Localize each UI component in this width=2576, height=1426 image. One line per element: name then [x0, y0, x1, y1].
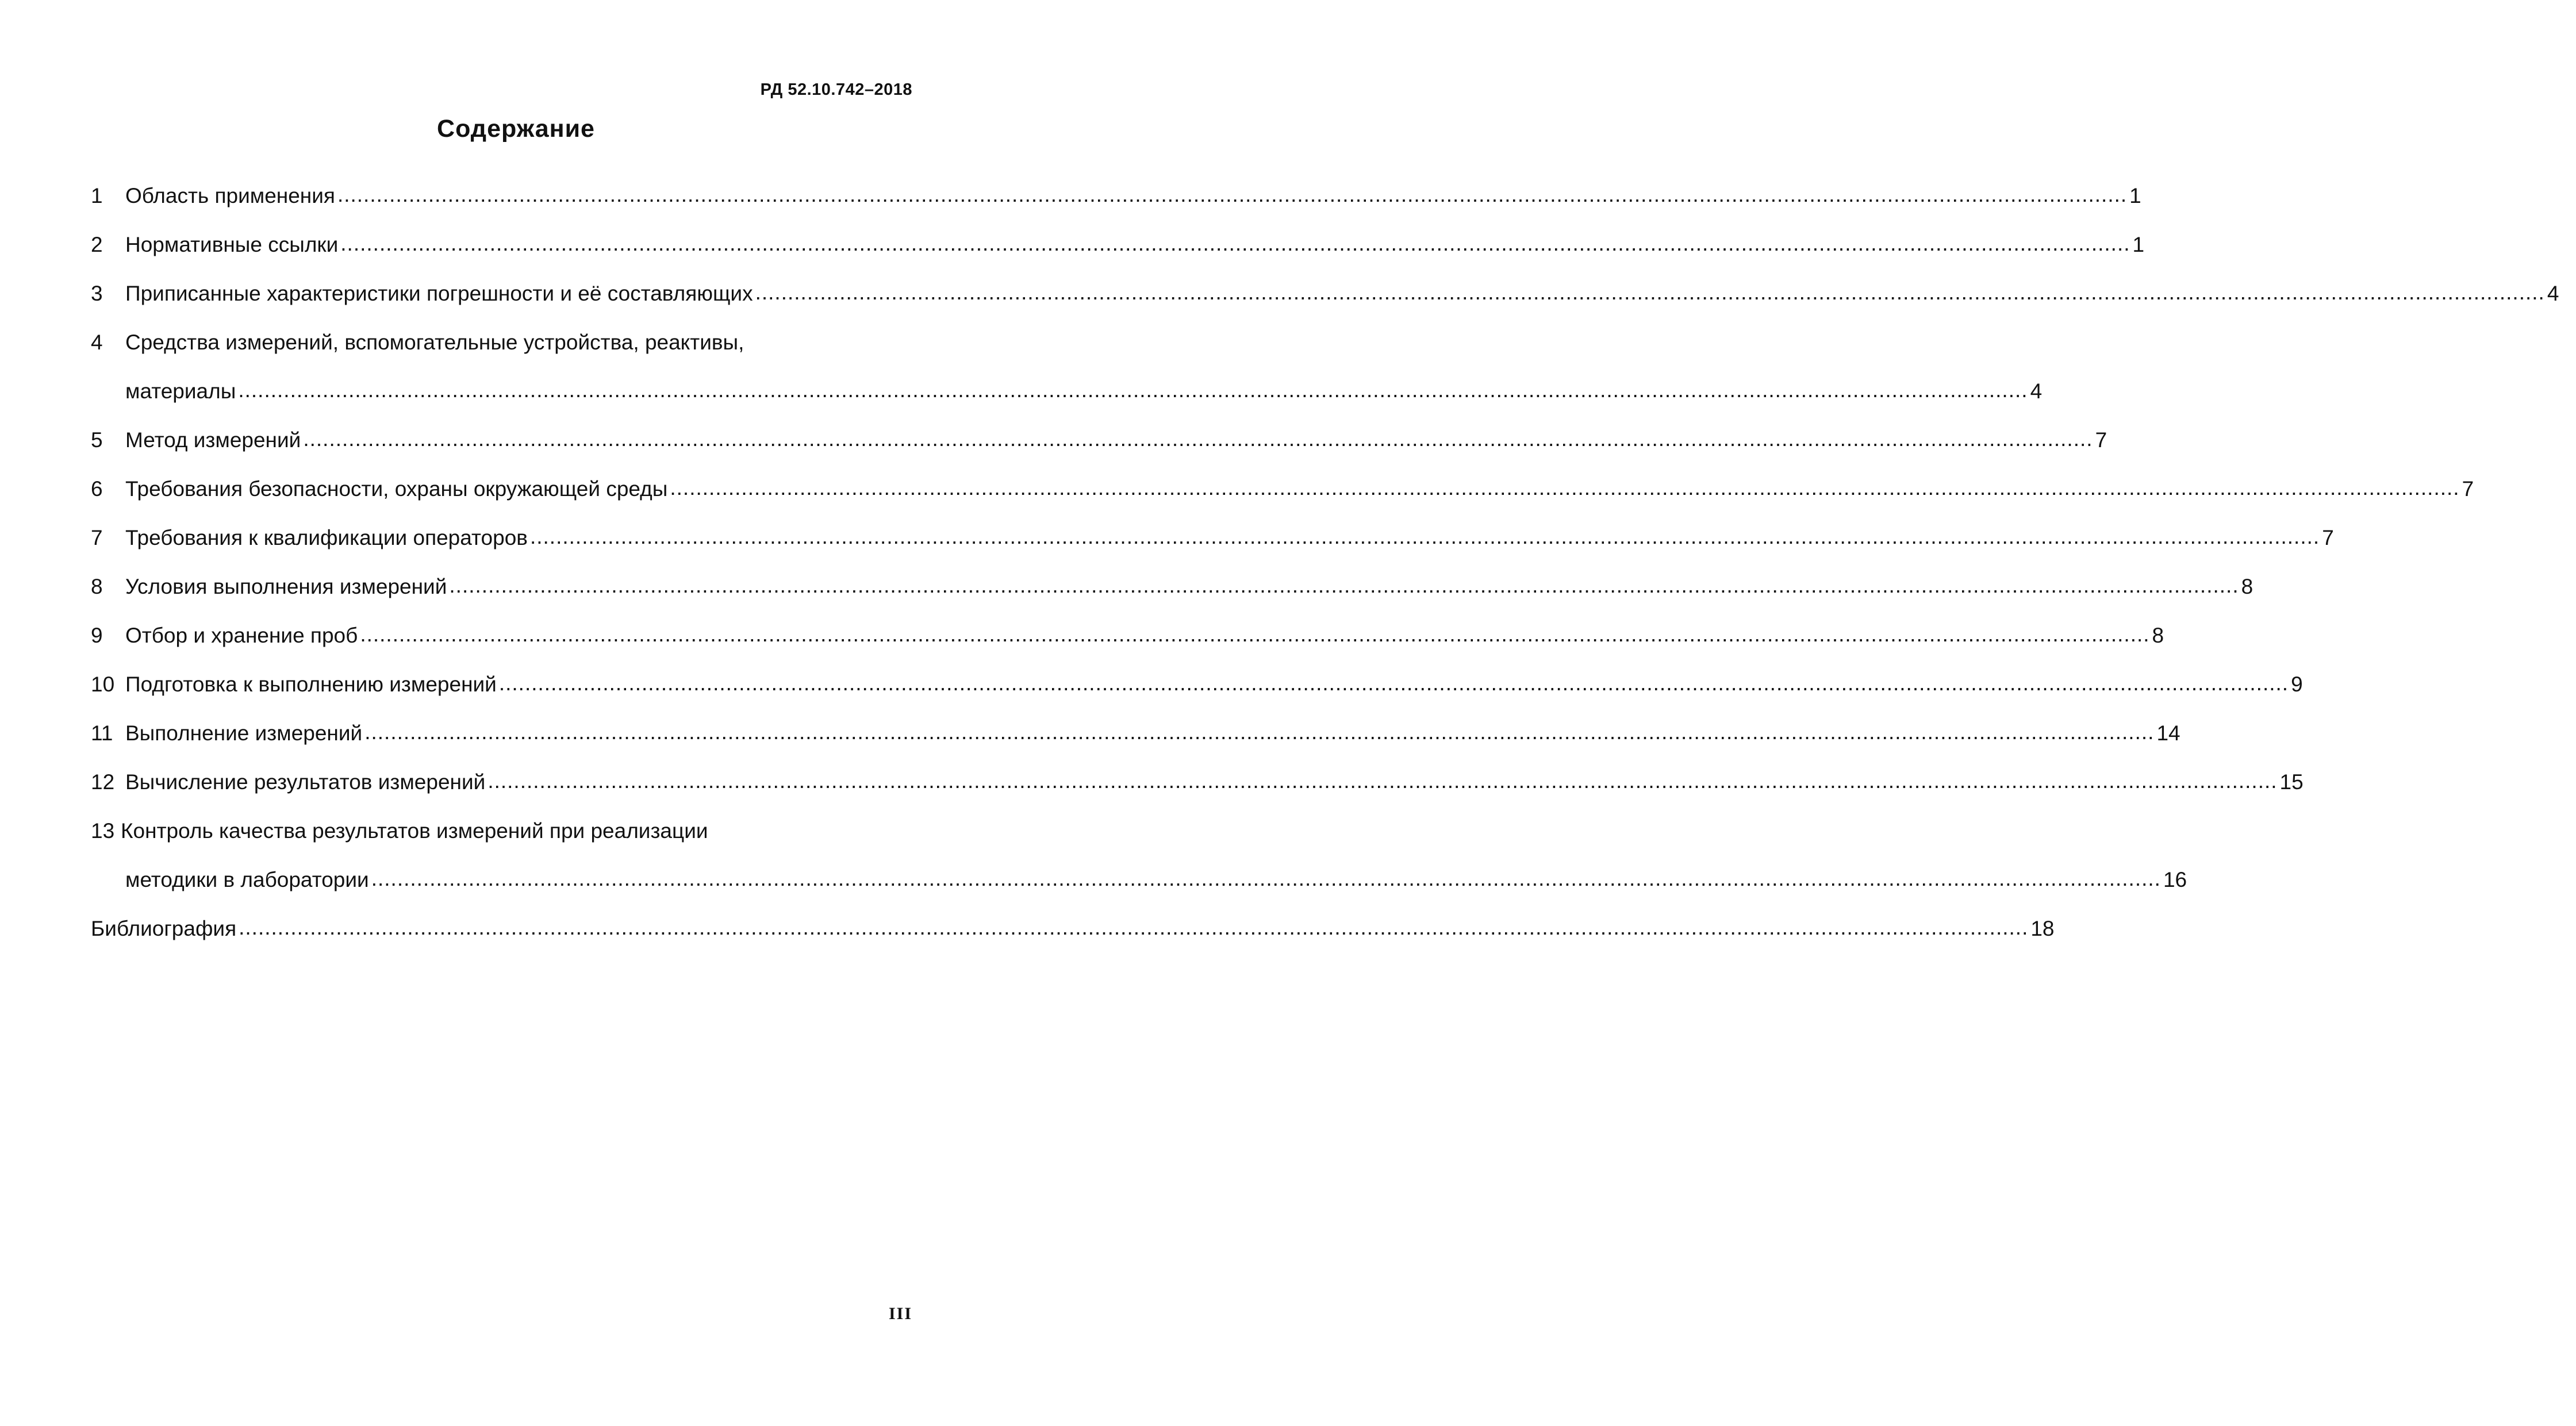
toc-leader-dots: [371, 854, 2161, 903]
toc-entry[interactable]: [91, 464, 2474, 513]
toc-entry-title: Требования к квалификации операторов: [125, 526, 528, 549]
toc-entry-page: 7: [2462, 477, 2474, 501]
toc-entry-number: 4: [91, 330, 103, 354]
toc-leader-dots: [340, 219, 2130, 268]
toc-leader-dots: [360, 610, 2149, 659]
toc-entry-number: 1: [91, 184, 103, 207]
toc-entry-number: 5: [91, 428, 103, 452]
toc-entry-page: 7: [2322, 526, 2334, 549]
table-of-contents: [91, 171, 2559, 953]
toc-entry-title: Приписанные характеристики погрешности и её составляющих: [125, 282, 753, 305]
toc-entry-title: Метод измерений: [125, 428, 301, 452]
toc-entry-number: 10: [91, 672, 115, 696]
toc-entry-title: Библиография: [91, 917, 237, 940]
toc-entry-title: Область применения: [125, 184, 335, 207]
toc-entry-title: Контроль качества результатов измерений при реализации: [121, 819, 708, 843]
toc-entry[interactable]: [91, 513, 2334, 562]
toc-entry-bibliography[interactable]: [91, 904, 2055, 953]
toc-leader-dots: [239, 903, 2028, 952]
toc-entry[interactable]: [91, 806, 2187, 904]
toc-leader-dots: [670, 463, 2459, 512]
toc-leader-dots: [487, 756, 2277, 805]
toc-entry[interactable]: [91, 416, 2107, 464]
toc-entry-number: 12: [91, 770, 115, 794]
toc-entry-number: 13: [91, 819, 115, 843]
toc-entry-page: 9: [2291, 672, 2303, 696]
toc-entry-page: 8: [2241, 575, 2253, 598]
toc-entry[interactable]: [91, 269, 2559, 318]
toc-entry-page: 8: [2152, 624, 2164, 647]
toc-leader-dots: [238, 366, 2028, 414]
toc-entry[interactable]: [91, 318, 2043, 416]
toc-leader-dots: [303, 414, 2093, 463]
toc-entry-page: 18: [2030, 917, 2055, 940]
toc-entry-title: Требования безопасности, охраны окружающей среды: [125, 477, 668, 501]
toc-entry-title: Нормативные ссылки: [125, 233, 339, 256]
toc-entry[interactable]: [91, 611, 2164, 660]
toc-leader-dots: [755, 268, 2545, 317]
toc-entry-title-continued: методики в лаборатории: [125, 868, 369, 891]
toc-entry-title: Вычисление результатов измерений: [125, 770, 486, 794]
toc-entry-title: Отбор и хранение проб: [125, 624, 358, 647]
toc-entry-number: 7: [91, 526, 103, 549]
toc-entry-number: 3: [91, 282, 103, 305]
toc-entry-title: Выполнение измерений: [125, 721, 363, 745]
toc-leader-dots: [530, 512, 2320, 561]
toc-entry[interactable]: [91, 758, 2304, 806]
toc-entry-number: 11: [91, 721, 113, 745]
toc-entry-page: 1: [2132, 233, 2145, 256]
toc-leader-dots: [364, 708, 2154, 756]
toc-entry-page: 15: [2279, 770, 2304, 794]
toc-entry[interactable]: [91, 171, 2141, 220]
toc-entry[interactable]: [91, 562, 2253, 611]
document-code: РД 52.10.742–2018: [760, 80, 912, 99]
toc-entry[interactable]: [91, 220, 2145, 269]
toc-entry-page: 14: [2156, 721, 2180, 745]
toc-entry-title: Подготовка к выполнению измерений: [125, 672, 497, 696]
toc-entry-page: 4: [2030, 379, 2043, 403]
toc-entry-title-continued: материалы: [125, 379, 236, 403]
toc-entry-page: 16: [2163, 868, 2187, 891]
toc-leader-dots: [337, 170, 2127, 219]
page-number: III: [888, 1304, 912, 1323]
toc-entry-title: Условия выполнения измерений: [125, 575, 447, 598]
toc-entry-number: 9: [91, 624, 103, 647]
toc-leader-dots: [499, 659, 2289, 708]
toc-entry-page: 4: [2547, 282, 2559, 305]
toc-entry[interactable]: [91, 709, 2180, 758]
toc-entry-page: 7: [2095, 428, 2107, 452]
toc-entry-page: 1: [2129, 184, 2141, 207]
toc-entry[interactable]: [91, 660, 2303, 709]
toc-entry-title: Средства измерений, вспомогательные устройства, реактивы,: [125, 330, 744, 354]
toc-entry-number: 2: [91, 233, 103, 256]
toc-entry-number: 6: [91, 477, 103, 501]
page-title: Содержание: [437, 115, 595, 143]
toc-entry-number: 8: [91, 575, 103, 598]
toc-leader-dots: [449, 561, 2239, 610]
